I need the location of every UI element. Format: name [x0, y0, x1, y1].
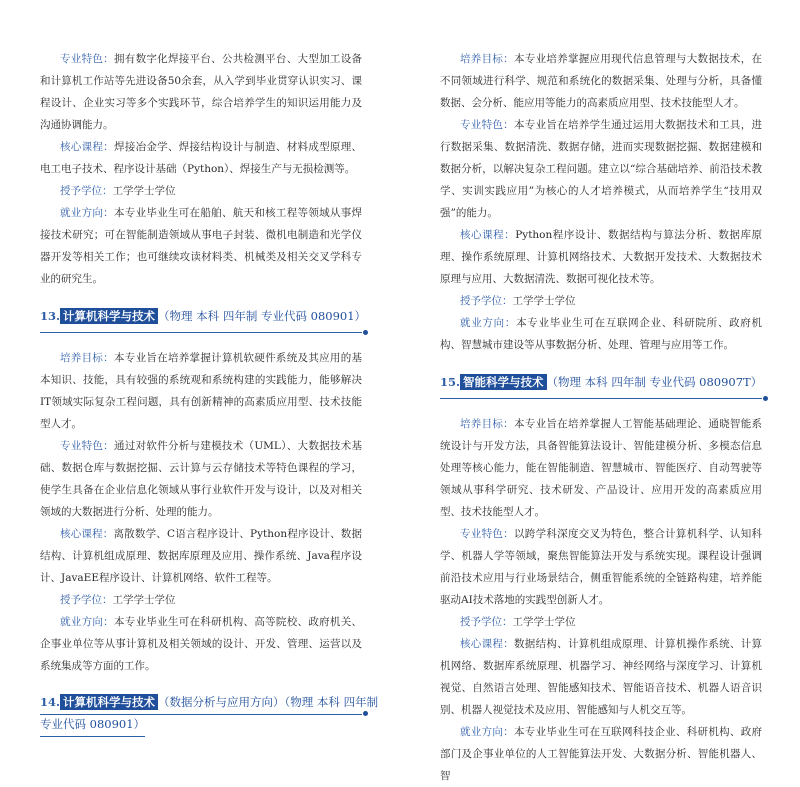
left-column: [40, 0, 379, 737]
cs-objective-paragraph: 培养目标：本专业旨在培养掌握计算机软硬件系统及其应用的基本知识、技能，具有较强的系统观和系统构建的实践能力，能够解决IT领域实际复杂工程问题，具有创新精神的高素质应用型、技术技能型人才。: [40, 352, 363, 430]
welding-features-paragraph: 专业特色：拥有数字化焊接平台、公共检测平台、大型加工设备和计算机工作站等先进设备50余套，从入学到毕业贯穿认识实习、课程设计、企业实习等多个实践环节，综合培养学生的知识运用能力及沟通协调能力。: [40, 53, 363, 131]
ai-degree-paragraph: 授予学位：工学学士学位: [460, 616, 576, 628]
heading-dot-icon: [763, 396, 768, 401]
heading-dot-icon: [363, 711, 368, 716]
data-degree-paragraph: 授予学位：工学学士学位: [460, 295, 576, 307]
ai-objective-paragraph: 培养目标：本专业旨在培养掌握人工智能基础理论、通晓智能系统设计与开发方法，具备智能算法设计、智能建模分析、多模态信息处理等核心能力，能在智能制造、智慧城市、智能医疗、自动驾驶等领域从事科学研究、技术研发、产品设计、应用开发的高素质应用型、技术技能型人才。: [440, 418, 763, 518]
section-15-meta: （物理 本科 四年制 专业代码 080907T）: [546, 375, 763, 389]
section-14-heading: 14. 计算机科学与技术 （数据分析与应用方向）（物理 本科 四年制 专业代码 080901）: [40, 691, 362, 737]
section-13-title: 计算机科学与技术: [60, 308, 158, 324]
welding-career-paragraph: 就业方向：本专业毕业生可在船舶、航天和核工程等领域从事焊接技术研究；可在智能制造领域从事电子封装、微机电制造和光学仪器开发等相关工作；也可继续攻读材料类、机械类及相关交叉学科专业的研究生。: [40, 207, 363, 285]
section-13-heading: 13. 计算机科学与技术 （物理 本科 四年制 专业代码 080901）: [40, 304, 362, 333]
data-objective-paragraph: 培养目标：本专业培养掌握应用现代信息管理与大数据技术，在不同领域进行科学、规范和系统化的数据采集、处理与分析，具备懂数据、会分析、能应用等能力的高素质应用型、技术技能型人才。: [440, 53, 763, 109]
welding-degree-paragraph: 授予学位：工学学士学位: [60, 185, 176, 197]
ai-career-paragraph: 就业方向：本专业毕业生可在互联网科技企业、科研机构、政府部门及企事业单位的人工智能算法开发、大数据分析、智能机器人、智: [440, 726, 763, 782]
data-core-courses-paragraph: 核心课程：Python程序设计、数据结构与算法分析、数据库原理、操作系统原理、计算机网络技术、大数据开发技术、大数据技术原理与应用、大数据清洗、数据可视化技术等。: [440, 229, 763, 285]
cs-features-paragraph: 专业特色：通过对软件分析与建模技术（UML）、大数据技术基础、数据仓库与数据挖掘、云计算与云存储技术等特色课程的学习，使学生具备在企业信息化领域从事行业软件开发与设计，以及对相关领域的大数据进行分析、处理的能力。: [40, 440, 363, 518]
right-column: [440, 0, 762, 787]
section-15-title: 智能科学与技术: [460, 374, 547, 390]
section-14-code: 专业代码 080901）: [40, 713, 145, 737]
section-13-meta: （物理 本科 四年制 专业代码 080901）: [158, 309, 367, 323]
section-15-heading: 15. 智能科学与技术 （物理 本科 四年制 专业代码 080907T）: [440, 370, 762, 399]
ai-features-paragraph: 专业特色：以跨学科深度交叉为特色，整合计算机科学、认知科学、机器人学等领域，聚焦智能算法开发与系统实现。课程设计强调前沿技术应用与行业场景结合，侧重智能系统的全链路构建，培养能驱动AI技术落地的实践型创新人才。: [440, 528, 763, 606]
cs-career-paragraph: 就业方向：本专业毕业生可在科研机构、高等院校、政府机关、企事业单位等从事计算机及相关领域的设计、开发、管理、运营以及系统集成等方面的工作。: [40, 616, 363, 672]
section-14-title: 计算机科学与技术: [60, 694, 158, 710]
heading-dot-icon: [363, 330, 368, 335]
ai-core-courses-paragraph: 核心课程：数据结构、计算机组成原理、计算机操作系统、计算机网络、数据库系统原理、机器学习、神经网络与深度学习、计算机视觉、自然语言处理、智能感知技术、智能语音技术、机器人语音识别、机器人视觉技术及应用、智能感知与人机交互等。: [440, 638, 763, 716]
cs-core-courses-paragraph: 核心课程：离散数学、C语言程序设计、Python程序设计、数据结构、计算机组成原理、数据库原理及应用、操作系统、Java程序设计、JavaEE程序设计、计算机网络、软件工程等。: [40, 528, 362, 584]
section-14-meta: （数据分析与应用方向）（物理 本科 四年制: [158, 695, 379, 709]
data-career-paragraph: 就业方向：本专业毕业生可在互联网企业、科研院所、政府机构、智慧城市建设等从事数据分析、处理、管理与应用等工作。: [440, 317, 763, 351]
welding-core-courses-paragraph: 核心课程：焊接冶金学、焊接结构设计与制造、材料成型原理、电工电子技术、程序设计基础（Python）、焊接生产与无损检测等。: [40, 141, 363, 175]
data-features-paragraph: 专业特色：本专业旨在培养学生通过运用大数据技术和工具，进行数据采集、数据清洗、数据存储，进而实现数据挖掘、数据建模和数据分析，以解决复杂工程问题。建立以“综合基础培养、前沿技术教学、实训实践应用”为核心的人才培养模式，从而培养学生“技用双强”的能力。: [440, 119, 763, 219]
cs-degree-paragraph: 授予学位：工学学士学位: [60, 594, 176, 606]
